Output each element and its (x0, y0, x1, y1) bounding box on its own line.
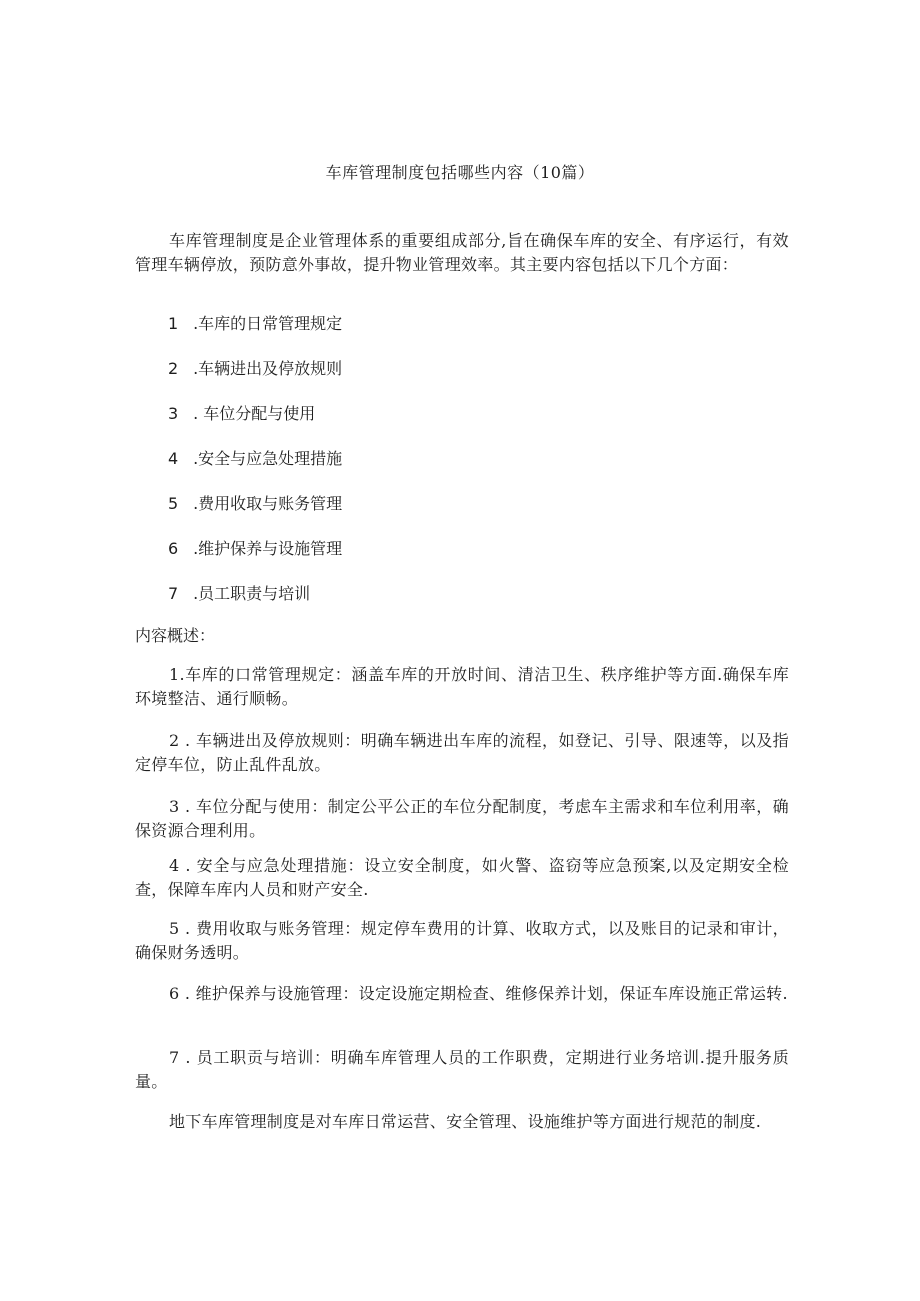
document-title: 车库管理制度包括哪些内容（10篇） (325, 163, 595, 182)
list-item-text: .费用收取与账务管理 (193, 494, 343, 513)
list-item-text: .维护保养与设施管理 (193, 539, 343, 558)
overview-paragraph: 2 . 车辆进出及停放规则：明确车辆进出车库的流程，如登记、引导、限速等，以及指定停车位，防止乱件乱放。 (135, 731, 789, 774)
overview-paragraph: 6 . 维护保养与设施管理：设定设施定期检查、维修保养计划，保证车库设施正常运转. (169, 984, 788, 1003)
overview-paragraph: 5 . 费用收取与账务管理：规定停车费用的计算、收取方式，以及账目的记录和审计，确保财务透明。 (135, 919, 789, 962)
list-item (168, 357, 342, 381)
overview-paragraph: 4 . 安全与应急处理措施：设立安全制度，如火警、盗窃等应急预案,以及定期安全检查，保障车库内人员和财产安全. (135, 856, 789, 899)
list-item (168, 447, 342, 471)
list-item-number: 1 (168, 314, 179, 333)
list-item-number: 6 (168, 539, 179, 558)
overview-paragraph: 3 . 车位分配与使用：制定公平公正的车位分配制度，考虑车主需求和车位利用率，确保资源合理利用。 (135, 797, 789, 840)
list-item-text: .员工职责与培训 (193, 584, 311, 603)
list-item (168, 537, 342, 561)
list-item-text: .车库的日常管理规定 (193, 314, 343, 333)
list-item-text: .车辆进出及停放规则 (193, 359, 343, 378)
list-item-text: . 车位分配与使用 (193, 404, 316, 423)
list-item-number: 3 (168, 404, 179, 423)
list-item-number: 2 (168, 359, 179, 378)
overview-paragraph: 1.车库的口常管理规定：涵盖车库的开放时间、清洁卫生、秩序维护等方面.确保车库环境整洁、通行顺畅。 (135, 665, 789, 708)
list-item (168, 402, 315, 426)
list-item-number: 4 (168, 449, 179, 468)
intro-paragraph: 车库管理制度是企业管理体系的重要组成部分,旨在确保车库的安全、有序运行，有效管理车辆停放，预防意外事故，提升物业管理效率。其主要内容包括以下几个方面： (135, 231, 789, 274)
list-item (168, 492, 342, 516)
list-item-number: 5 (168, 494, 179, 513)
list-item (168, 582, 310, 606)
list-item-text: .安全与应急处理措施 (193, 449, 343, 468)
closing-paragraph: 地下车库管理制度是对车库日常运营、安全管理、设施维护等方面进行规范的制度. (169, 1112, 762, 1131)
overview-heading: 内容概述： (135, 626, 216, 645)
list-item (168, 312, 342, 336)
overview-paragraph: 7 . 员工职贡与培训：明确车库管理人员的工作职费，定期进行业务培训.提升服务质量。 (135, 1048, 789, 1091)
list-item-number: 7 (168, 584, 179, 603)
